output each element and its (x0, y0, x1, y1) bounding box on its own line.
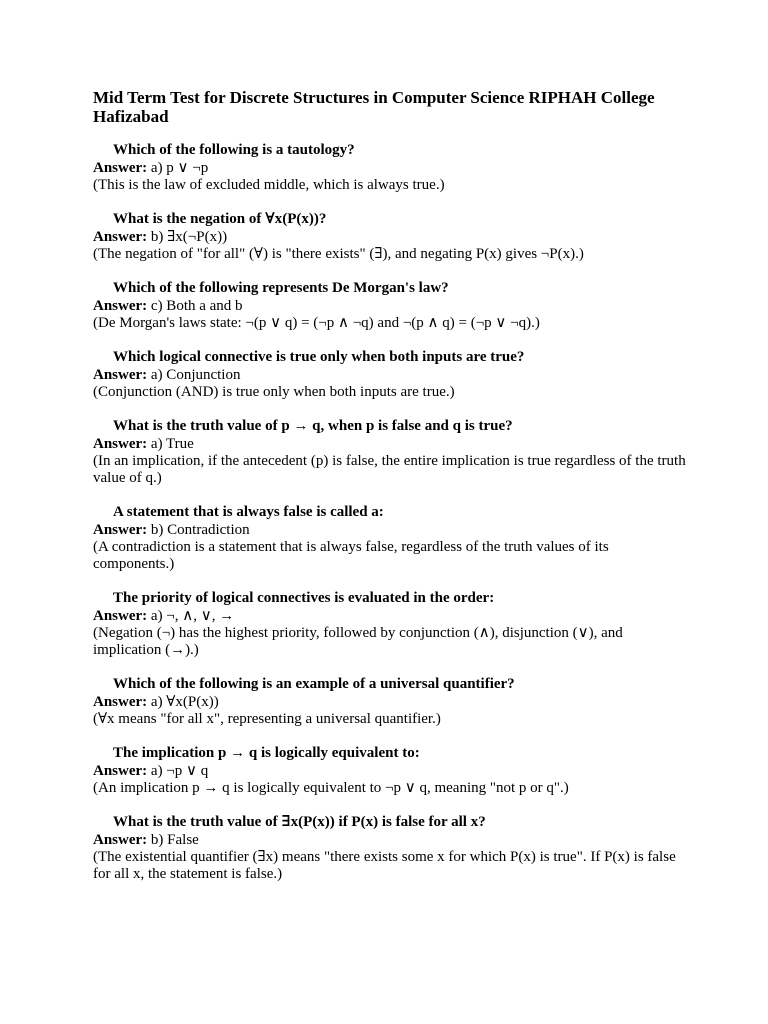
explanation-text: (This is the law of excluded middle, which is always true.) (93, 177, 445, 193)
answer-label: Answer: (93, 832, 148, 848)
answer-text: a) ∀x(P(x)) (150, 694, 219, 710)
question-block (93, 745, 688, 797)
answer-line (93, 608, 688, 625)
answer-line (93, 367, 688, 384)
question-text: Which logical connective is true only when both inputs are true? (113, 349, 525, 365)
answer-text: a) ¬p ∨ q (150, 763, 209, 779)
question-text: Which of the following represents De Morgan's law? (113, 280, 449, 296)
explanation-text: (The existential quantifier (∃x) means "there exists some x for which P(x) is true". If P(x) is false for all x, the statement is false.) (93, 849, 676, 882)
answer-text: b) Contradiction (150, 522, 250, 538)
answer-line (93, 763, 688, 780)
answer-label: Answer: (93, 298, 148, 314)
explanation-text: (Negation (¬) has the highest priority, followed by conjunction (∧), disjunction (∨), and implication (→).) (93, 625, 623, 658)
answer-line (93, 694, 688, 711)
answer-label: Answer: (93, 763, 148, 779)
answer-text: b) False (150, 832, 199, 848)
document-title: Mid Term Test for Discrete Structures in Computer Science RIPHAH College Hafizabad (93, 88, 655, 126)
explanation-text: (The negation of "for all" (∀) is "there exists" (∃), and negating P(x) gives ¬P(x).) (93, 246, 584, 262)
answer-label: Answer: (93, 367, 148, 383)
question-text: The priority of logical connectives is evaluated in the order: (113, 590, 495, 606)
answer-line (93, 160, 688, 177)
explanation-text: (An implication p → q is logically equivalent to ¬p ∨ q, meaning "not p or q".) (93, 780, 569, 796)
answer-text: a) True (150, 436, 194, 452)
question-block (93, 280, 688, 332)
answer-label: Answer: (93, 694, 148, 710)
explanation-text: (In an implication, if the antecedent (p) is false, the entire implication is true regardless of the truth value of q.) (93, 453, 686, 486)
question-block (93, 504, 688, 573)
question-text: Which of the following is an example of a universal quantifier? (113, 676, 515, 692)
question-text: A statement that is always false is called a: (113, 504, 384, 520)
answer-text: a) p ∨ ¬p (150, 160, 209, 176)
answer-text: a) Conjunction (150, 367, 241, 383)
question-block (93, 418, 688, 487)
question-block (93, 676, 688, 728)
answer-line (93, 229, 688, 246)
answer-label: Answer: (93, 608, 148, 624)
question-text: What is the negation of ∀x(P(x))? (113, 211, 327, 227)
question-text: What is the truth value of p → q, when p is false and q is true? (113, 418, 513, 434)
answer-line (93, 832, 688, 849)
answer-text: b) ∃x(¬P(x)) (150, 229, 228, 245)
explanation-text: (A contradiction is a statement that is always false, regardless of the truth values of its components.) (93, 539, 609, 572)
explanation-text: (Conjunction (AND) is true only when both inputs are true.) (93, 384, 455, 400)
answer-text: c) Both a and b (150, 298, 243, 314)
explanation-text: (∀x means "for all x", representing a universal quantifier.) (93, 711, 441, 727)
question-block (93, 142, 688, 194)
question-block (93, 590, 688, 659)
question-text: The implication p → q is logically equivalent to: (113, 745, 420, 761)
answer-label: Answer: (93, 229, 148, 245)
explanation-text: (De Morgan's laws state: ¬(p ∨ q) = (¬p ∧ ¬q) and ¬(p ∧ q) = (¬p ∨ ¬q).) (93, 315, 540, 331)
question-text: What is the truth value of ∃x(P(x)) if P(x) is false for all x? (113, 814, 486, 830)
answer-line (93, 436, 688, 453)
question-block (93, 211, 688, 263)
answer-text: a) ¬, ∧, ∨, → (150, 608, 235, 624)
answer-line (93, 522, 688, 539)
question-block (93, 349, 688, 401)
answer-label: Answer: (93, 436, 148, 452)
answer-label: Answer: (93, 522, 148, 538)
answer-line (93, 298, 688, 315)
question-text: Which of the following is a tautology? (113, 142, 355, 158)
answer-label: Answer: (93, 160, 148, 176)
question-block (93, 814, 688, 883)
